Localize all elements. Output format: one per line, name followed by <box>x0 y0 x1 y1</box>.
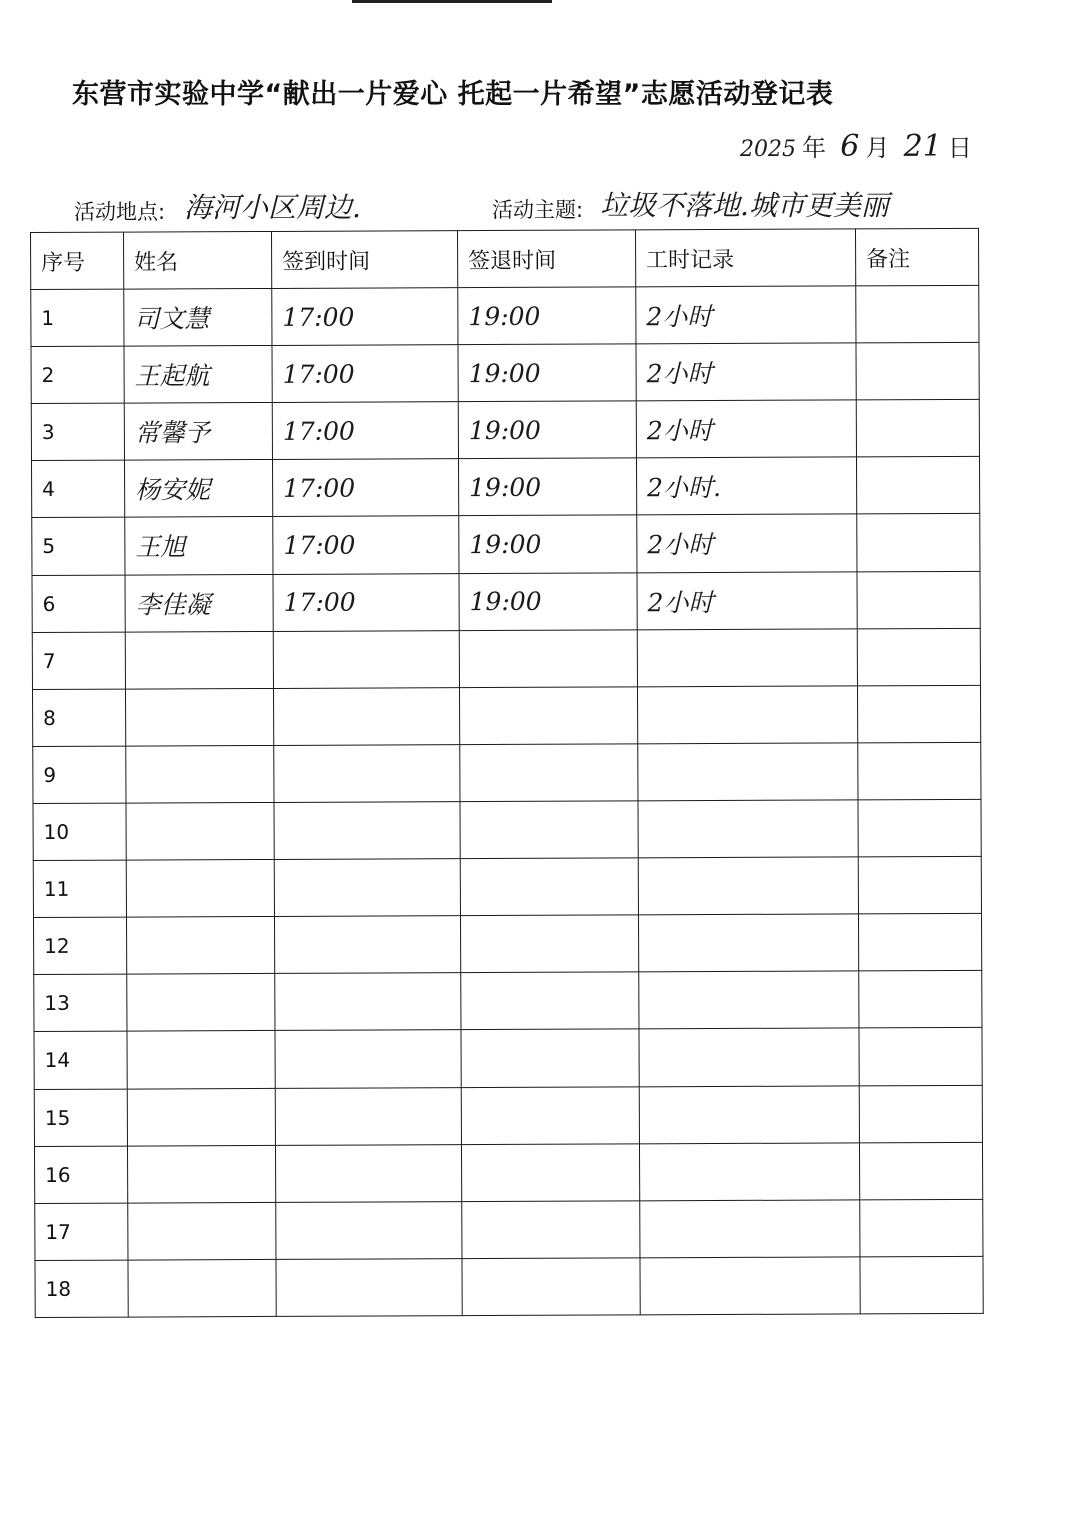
cell-hours <box>639 971 859 1029</box>
cell-name <box>128 1202 276 1260</box>
cell-note <box>858 856 981 914</box>
cell-hours <box>638 857 858 915</box>
cell-hours <box>638 914 858 972</box>
cell-sign-in: 17:00 <box>272 402 458 460</box>
table-row <box>32 685 980 746</box>
cell-hours <box>640 1200 860 1258</box>
cell-sign-in: 17:00 <box>272 459 458 517</box>
cell-note <box>858 742 981 800</box>
cell-sign-in: 17:00 <box>273 573 459 631</box>
cell-sign-in <box>274 802 460 860</box>
cell-sign-in: 17:00 <box>273 516 459 574</box>
table-row <box>31 400 979 461</box>
cell-sign-out <box>460 915 638 973</box>
theme-label: 活动主题: <box>492 198 584 222</box>
cell-no: 10 <box>33 803 126 861</box>
table-row <box>33 742 981 803</box>
table-row <box>33 914 981 975</box>
cell-name: 司文慧 <box>124 288 272 346</box>
cell-hours: 2小时 <box>636 400 856 458</box>
table-row <box>34 1085 982 1146</box>
cell-no: 3 <box>31 403 124 461</box>
cell-name <box>126 745 274 803</box>
cell-hours <box>637 629 857 687</box>
date-day-unit: 日 <box>947 134 972 162</box>
cell-sign-out: 19:00 <box>458 287 636 345</box>
date-year: 2025 <box>740 137 796 162</box>
cell-name: 李佳凝 <box>125 574 273 632</box>
cell-hours: 2小时 <box>637 571 857 629</box>
cell-hours <box>639 1028 859 1086</box>
table-row <box>34 1028 982 1089</box>
cell-sign-in <box>275 1030 461 1088</box>
cell-name <box>127 1088 275 1146</box>
table-row <box>32 571 980 632</box>
header-sign-in: 签到时间 <box>271 231 457 289</box>
form-title: 东营市实验中学“献出一片爱心 托起一片希望”志愿活动登记表 <box>72 79 834 110</box>
cell-sign-out: 19:00 <box>458 458 636 516</box>
cell-sign-in: 17:00 <box>272 288 458 346</box>
cell-hours: 2小时 <box>637 514 857 572</box>
table-row <box>34 971 982 1032</box>
cell-note <box>857 628 980 686</box>
header-sign-out: 签退时间 <box>457 230 635 288</box>
cell-hours <box>638 800 858 858</box>
cell-sign-out <box>461 1029 639 1087</box>
table-row <box>31 285 979 346</box>
cell-no: 13 <box>34 974 127 1032</box>
date-year-unit: 年 <box>802 134 826 162</box>
header-note: 备注 <box>855 228 978 286</box>
cell-note <box>856 457 979 515</box>
cell-name: 王旭 <box>125 517 273 575</box>
cell-name <box>125 631 273 689</box>
cell-note <box>858 799 981 857</box>
form-date <box>740 128 978 164</box>
table-row <box>31 457 979 518</box>
cell-name <box>126 917 274 975</box>
date-day: 21 <box>903 129 942 164</box>
cell-sign-out <box>461 1143 639 1201</box>
cell-note <box>856 285 979 343</box>
registration-table <box>30 228 984 1318</box>
cell-note <box>857 514 980 572</box>
cell-name: 王起航 <box>124 346 272 404</box>
date-month-unit: 月 <box>865 134 890 162</box>
header-hours: 工时记录 <box>635 229 855 287</box>
cell-sign-in: 17:00 <box>272 345 458 403</box>
cell-sign-out <box>460 744 638 802</box>
cell-no: 11 <box>33 860 126 918</box>
cell-sign-out <box>461 1086 639 1144</box>
cell-sign-out: 19:00 <box>459 515 637 573</box>
cell-name <box>126 802 274 860</box>
cell-sign-out <box>462 1258 640 1316</box>
cell-sign-out <box>460 801 638 859</box>
cell-no: 14 <box>34 1032 127 1090</box>
cell-note <box>859 971 982 1029</box>
cell-sign-in <box>274 859 460 917</box>
cell-name <box>128 1259 276 1317</box>
cell-sign-in <box>273 630 459 688</box>
cell-note <box>857 685 980 743</box>
cell-name <box>125 688 273 746</box>
table-row <box>35 1199 983 1260</box>
cell-sign-in <box>275 1087 461 1145</box>
table-row <box>32 628 980 689</box>
cell-hours: 2小时. <box>636 457 856 515</box>
cell-sign-out: 19:00 <box>458 344 636 402</box>
table-row <box>33 856 981 917</box>
cell-sign-in <box>275 973 461 1031</box>
cell-name: 常馨予 <box>124 403 272 461</box>
cell-sign-in <box>276 1258 462 1316</box>
cell-sign-out: 19:00 <box>459 572 637 630</box>
theme-value: 垃圾不落地.城市更美丽 <box>600 189 889 222</box>
cell-hours <box>640 1257 860 1315</box>
cell-no: 5 <box>32 518 125 576</box>
cell-sign-in <box>273 687 459 745</box>
cell-no: 16 <box>34 1146 127 1204</box>
cell-sign-in <box>276 1201 462 1259</box>
cell-sign-in <box>274 745 460 803</box>
cell-no: 18 <box>35 1260 128 1318</box>
cell-note <box>860 1199 983 1257</box>
location-label: 活动地点: <box>74 200 166 224</box>
cell-no: 9 <box>33 746 126 804</box>
cell-name <box>127 1145 275 1203</box>
cell-no: 2 <box>31 346 124 404</box>
cell-name <box>127 974 275 1032</box>
cell-sign-out <box>461 972 639 1030</box>
cell-hours <box>637 686 857 744</box>
table-row <box>35 1256 983 1317</box>
location-value: 海河小区周边. <box>184 191 361 224</box>
scan-edge-mark <box>352 0 552 3</box>
cell-no: 17 <box>35 1203 128 1261</box>
cell-note <box>860 1256 983 1314</box>
cell-note <box>859 1142 982 1200</box>
table-row <box>34 1142 982 1203</box>
cell-note <box>859 1085 982 1143</box>
cell-sign-out <box>459 630 637 688</box>
cell-note <box>856 400 979 458</box>
cell-no: 8 <box>32 689 125 747</box>
cell-name <box>127 1031 275 1089</box>
cell-note <box>857 571 980 629</box>
header-name: 姓名 <box>124 231 272 289</box>
date-month: 6 <box>840 129 860 164</box>
cell-no: 6 <box>32 575 125 633</box>
cell-sign-in <box>275 1144 461 1202</box>
cell-no: 1 <box>31 289 124 347</box>
cell-hours <box>639 1085 859 1143</box>
cell-no: 15 <box>34 1089 127 1147</box>
table-row <box>31 342 979 403</box>
cell-sign-in <box>274 916 460 974</box>
header-no: 序号 <box>31 232 124 289</box>
cell-sign-out: 19:00 <box>458 401 636 459</box>
cell-name: 杨安妮 <box>124 460 272 518</box>
table-header-row <box>31 228 979 289</box>
table-row <box>32 514 980 575</box>
cell-no: 12 <box>33 917 126 975</box>
cell-sign-out <box>459 687 637 745</box>
cell-hours <box>639 1143 859 1201</box>
cell-name <box>126 860 274 918</box>
cell-hours: 2小时 <box>636 286 856 344</box>
cell-no: 7 <box>32 632 125 690</box>
cell-note <box>858 914 981 972</box>
cell-hours: 2小时 <box>636 343 856 401</box>
table-row <box>33 799 981 860</box>
cell-no: 4 <box>31 460 124 518</box>
cell-hours <box>638 743 858 801</box>
cell-sign-out <box>462 1201 640 1259</box>
cell-note <box>856 342 979 400</box>
cell-note <box>859 1028 982 1086</box>
cell-sign-out <box>460 858 638 916</box>
